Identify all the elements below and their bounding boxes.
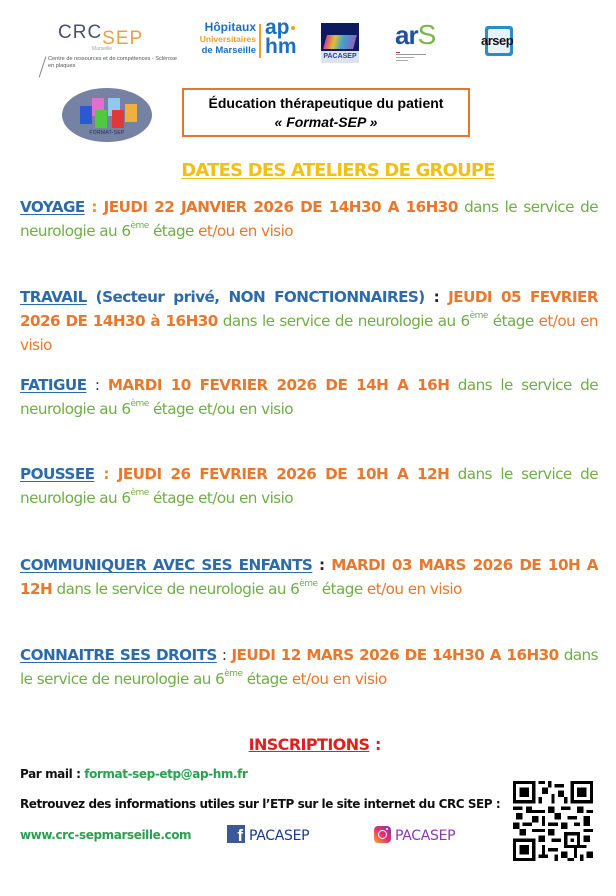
workshop-entry-communiquer: COMMUNIQUER AVEC SES ENFANTS : MARDI 03 MARS 2026 DE 10H A 12H dans le service de neurologie au 6ème étage et/ou en visio bbox=[20, 556, 599, 598]
workshop-visio: et/ou en visio bbox=[198, 222, 294, 240]
ars-logo bbox=[395, 19, 445, 60]
mail-label: Par mail : bbox=[20, 767, 85, 781]
email-link[interactable]: format-sep-etp@ap-hm.fr bbox=[84, 767, 248, 781]
crc-sep-wordmark: CRCSEP bbox=[58, 22, 144, 49]
workshop-colon: : bbox=[94, 465, 118, 483]
workshop-colon: : bbox=[86, 376, 108, 394]
figure-green bbox=[95, 110, 107, 128]
arsep-logo bbox=[483, 26, 517, 58]
crc-sep-subtitle: Centre de ressources et de compétences - Sclérose en plaques bbox=[48, 56, 178, 69]
workshop-date: MARDI 03 MARS 2026 DE 10H A 12H bbox=[20, 556, 599, 598]
figure-orange bbox=[125, 104, 137, 122]
info-text: Retrouvez des informations utiles sur l’ETP sur le site internet du CRC SEP : bbox=[20, 797, 501, 811]
workshop-visio: et/ou en visio bbox=[198, 489, 294, 507]
figure-red bbox=[112, 110, 124, 128]
workshop-location: dans le service de neurologie au 6 bbox=[20, 376, 599, 418]
instagram-icon bbox=[374, 826, 391, 843]
pacasep-label: PACASEP bbox=[321, 51, 359, 63]
facebook-icon: f bbox=[227, 825, 245, 843]
program-title: Éducation thérapeutique du patient bbox=[208, 95, 444, 111]
crc-sep-city: Marseille bbox=[92, 46, 113, 52]
workshop-entry-droits: CONNAITRE SES DROITS : JEUDI 12 MARS 2026 DE 14H30 A 16H30 dans le service de neurologie au 6ème étage et/ou en visio bbox=[20, 646, 598, 688]
aphm-dot bbox=[291, 26, 295, 30]
pacasep-logo bbox=[321, 23, 359, 63]
ars-s: S bbox=[417, 19, 436, 50]
crc-sep-logo bbox=[36, 18, 176, 78]
facebook-link[interactable] bbox=[227, 823, 309, 845]
ars-text: ar bbox=[395, 20, 418, 50]
instagram-link[interactable] bbox=[374, 823, 455, 845]
workshop-location: dans le service de neurologie au 6 bbox=[20, 198, 599, 240]
workshop-entry-poussee: POUSSEE : JEUDI 26 FEVRIER 2026 DE 10H A 12H dans le service de neurologie au 6ème étage et/ou en visio bbox=[20, 465, 599, 507]
workshop-location: dans le service de neurologie au 6 bbox=[20, 465, 599, 507]
aphm-logo bbox=[186, 16, 298, 60]
aphm-line2: Universitaires bbox=[199, 33, 256, 44]
ars-subtitle bbox=[396, 52, 430, 60]
workshop-location: dans le service de neurologie au 6 bbox=[52, 580, 300, 598]
website-link[interactable]: www.crc-sepmarseille.com bbox=[20, 828, 192, 842]
format-sep-logo bbox=[62, 88, 152, 142]
workshop-colon: : bbox=[424, 288, 449, 306]
workshop-name: VOYAGE bbox=[20, 198, 85, 216]
section-title: DATES DES ATELIERS DE GROUPE bbox=[181, 160, 495, 181]
workshop-visio: et/ou en visio bbox=[198, 400, 294, 418]
workshop-entry-fatigue: FATIGUE : MARDI 10 FEVRIER 2026 DE 14H A 16H dans le service de neurologie au 6ème étage et/ou en visio bbox=[20, 376, 599, 418]
qr-code bbox=[513, 780, 593, 862]
program-title-box bbox=[182, 88, 470, 137]
workshop-colon: : bbox=[312, 556, 332, 574]
workshop-location: dans le service de neurologie au 6 bbox=[217, 312, 470, 330]
aphm-line1: Hôpitaux bbox=[204, 20, 256, 34]
aphm-mark-hm: hm bbox=[265, 35, 297, 58]
workshop-subtitle: (Secteur privé, NON FONCTIONNAIRES) bbox=[86, 288, 425, 306]
inscriptions-heading: INSCRIPTIONS : bbox=[248, 735, 382, 754]
workshop-visio: et/ou en visio bbox=[291, 670, 387, 688]
workshop-name: TRAVAIL bbox=[20, 288, 87, 306]
crc-sep-slash bbox=[39, 56, 47, 77]
workshop-visio: et/ou en visio bbox=[20, 312, 599, 354]
workshop-name: COMMUNIQUER AVEC SES ENFANTS bbox=[20, 556, 313, 574]
workshop-date: JEUDI 05 FEVRIER 2026 DE 14H30 à 16H30 bbox=[20, 288, 599, 330]
workshop-name: CONNAITRE SES DROITS bbox=[20, 646, 217, 664]
workshop-date: JEUDI 12 MARS 2026 DE 14H30 A 16H30 bbox=[231, 646, 559, 664]
workshop-date: MARDI 10 FEVRIER 2026 DE 14H A 16H bbox=[107, 376, 450, 394]
arsep-wordmark: arsep bbox=[481, 33, 514, 48]
workshop-colon: : bbox=[216, 646, 232, 664]
aphm-line3: de Marseille bbox=[201, 45, 256, 56]
workshop-date: JEUDI 26 FEVRIER 2026 DE 10H A 12H bbox=[117, 465, 450, 483]
program-name: « Format-SEP » bbox=[274, 114, 378, 130]
mail-row bbox=[20, 767, 247, 781]
workshop-colon: : bbox=[84, 198, 104, 216]
facebook-label: PACASEP bbox=[249, 828, 310, 844]
workshop-name: FATIGUE bbox=[20, 376, 87, 394]
workshop-entry-voyage: VOYAGE : JEUDI 22 JANVIER 2026 DE 14H30 A 16H30 dans le service de neurologie au 6ème étage et/ou en visio bbox=[20, 198, 599, 240]
aphm-divider bbox=[259, 24, 261, 58]
arsep-subtitle: fondation bbox=[489, 50, 502, 54]
format-sep-label: FORMAT-SEP bbox=[89, 130, 125, 136]
aphm-mark-ap: ap bbox=[265, 16, 290, 39]
workshop-visio: et/ou en visio bbox=[366, 580, 462, 598]
workshop-entry-travail: TRAVAIL (Secteur privé, NON FONCTIONNAIRES) : JEUDI 05 FEVRIER 2026 DE 14H30 à 16H30 dans le service de neurologie au 6ème étage et/ou en visio bbox=[20, 288, 599, 354]
workshop-date: JEUDI 22 JANVIER 2026 DE 14H30 A 16H30 bbox=[103, 198, 458, 216]
workshop-location: dans le service de neurologie au 6 bbox=[20, 646, 598, 688]
instagram-label: PACASEP bbox=[395, 828, 456, 844]
workshop-name: POUSSEE bbox=[20, 465, 95, 483]
pacasep-map-graphic bbox=[323, 35, 357, 49]
figure-blue bbox=[80, 106, 92, 124]
